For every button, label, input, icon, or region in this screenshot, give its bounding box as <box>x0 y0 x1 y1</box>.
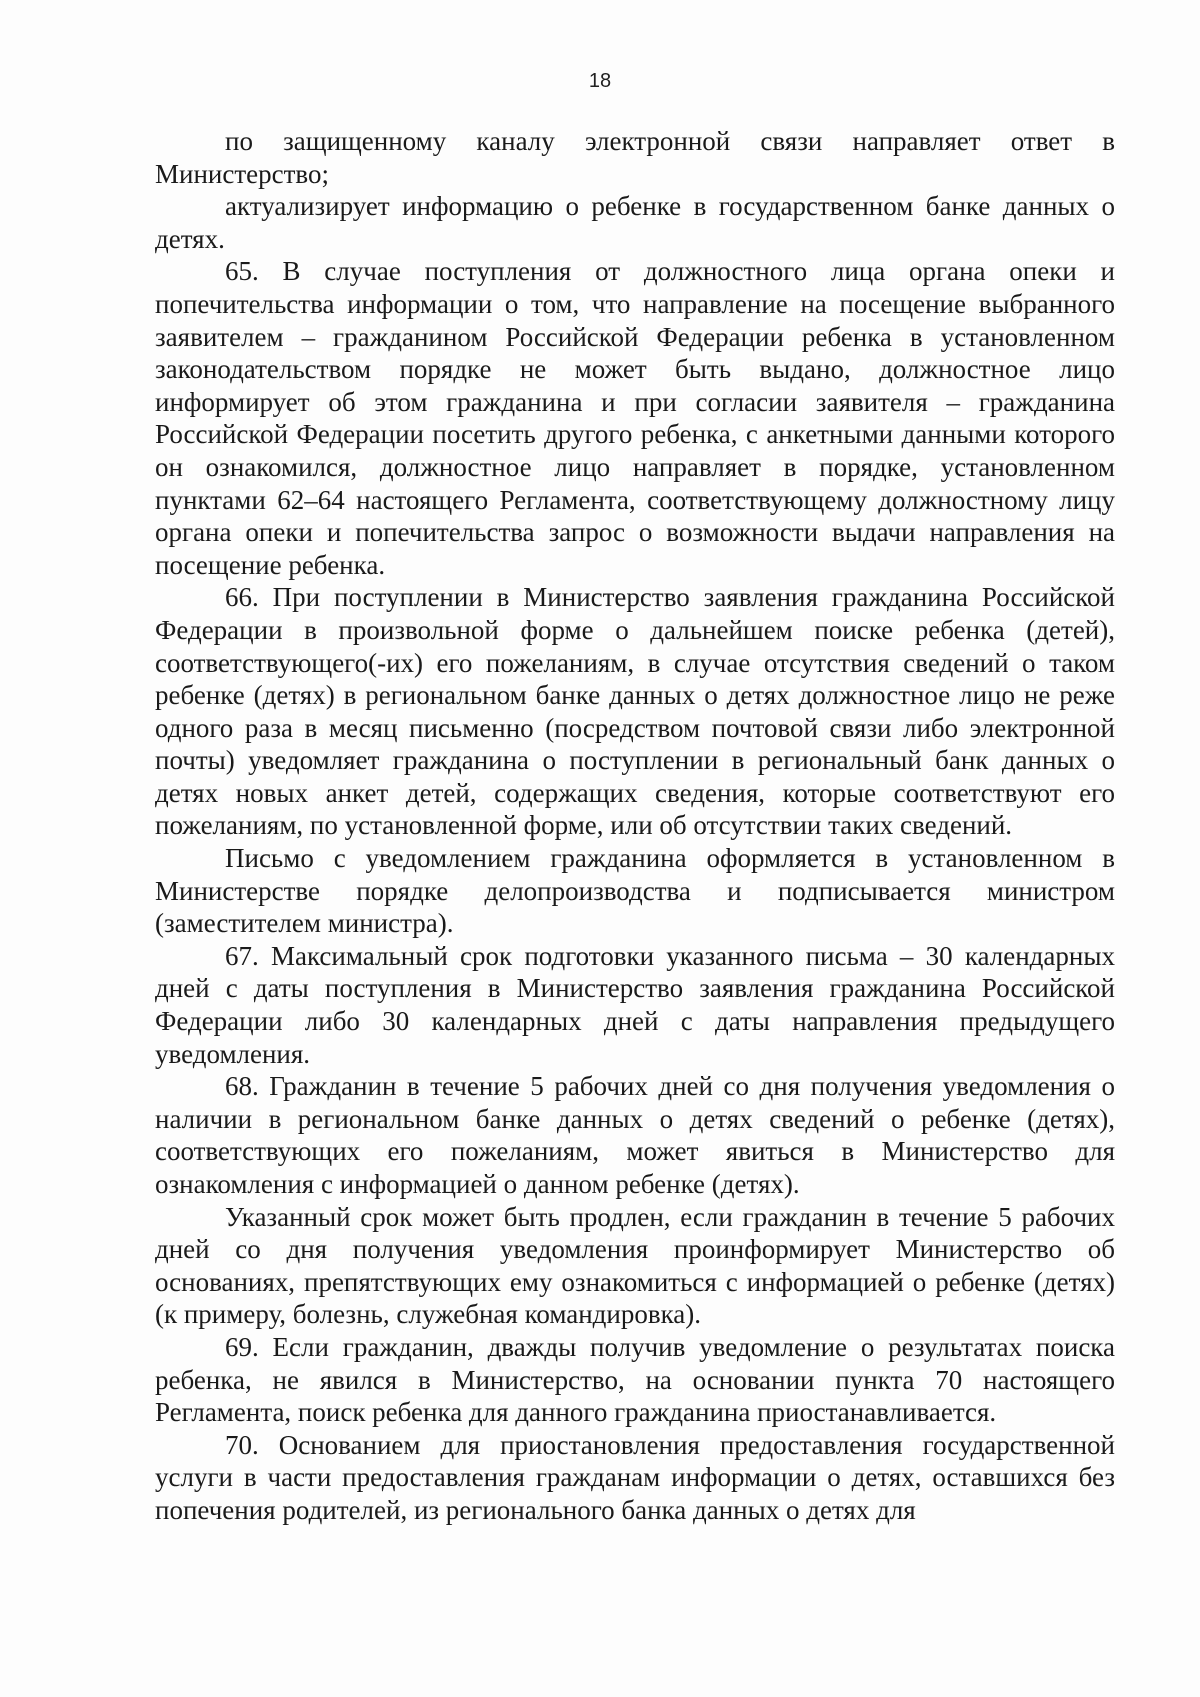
paragraph-70: 70. Основанием для приостановления предоставления государственной услуги в части предоставления гражданам информации о детях, оставшихся без попечения родителей, из регионального банка данных о детях для <box>155 1429 1115 1525</box>
paragraph: по защищенному каналу электронной связи направляет ответ в Министерство; <box>155 126 1115 189</box>
paragraph-65: 65. В случае поступления от должностного лица органа опеки и попечительства информации о том, что направление на посещение выбранного заявителем – гражданином Российской Федерации ребенка в установленном законодательством порядке не может быть выдано, должностное лицо информирует об этом гражданина и при согласии заявителя – гражданина Российской Федерации посетить другого ребенка, с анкетными данными которого он ознакомился, должностное лицо направляет в порядке, установленном пунктами 62–64 настоящего Регламента, соответствующему должностному лицу органа опеки и попечительства запрос о возможности выдачи направления на посещение ребенка. <box>155 256 1115 580</box>
paragraph: Письмо с уведомлением гражданина оформляется в установленном в Министерстве порядке делопроизводства и подписывается министром (заместителем министра). <box>155 843 1115 939</box>
page-number: 18 <box>588 70 612 92</box>
paragraph-67: 67. Максимальный срок подготовки указанного письма – 30 календарных дней с даты поступления в Министерство заявления гражданина Российской Федерации либо 30 календарных дней с даты направления предыдущего уведомления. <box>155 940 1115 1069</box>
paragraph: актуализирует информацию о ребенке в государственном банке данных о детях. <box>155 191 1115 254</box>
paragraph-68: 68. Гражданин в течение 5 рабочих дней со дня получения уведомления о наличии в региональном банке данных о детях сведений о ребенке (детях), соответствующих его пожеланиям, может явиться в Министерство для ознакомления с информацией о данном ребенке (детях). <box>155 1071 1115 1199</box>
paragraph: Указанный срок может быть продлен, если гражданин в течение 5 рабочих дней со дня получения уведомления проинформирует Министерство об основаниях, препятствующих ему ознакомиться с информацией о ребенке (детях) (к примеру, болезнь, служебная командировка). <box>155 1201 1115 1330</box>
paragraph-69: 69. Если гражданин, дважды получив уведомление о результатах поиска ребенка, не явился в Министерство, на основании пункта 70 настоящего Регламента, поиск ребенка для данного гражданина приостанавливается. <box>155 1331 1115 1428</box>
paragraph-66: 66. При поступлении в Министерство заявления гражданина Российской Федерации в произвольной форме о дальнейшем поиске ребенка (детей), соответствующего(-их) его пожеланиям, в случае отсутствия сведений о таком ребенке (детях) в региональном банке данных о детях должностное лицо не реже одного раза в месяц письменно (посредством почтовой связи либо электронной почты) уведомляет гражданина о поступлении в региональный банк данных о детях новых анкет детей, содержащих сведения, которые соответствуют его пожеланиям, по установленной форме, или об отсутствии таких сведений. <box>155 582 1115 841</box>
document-body <box>155 125 1115 1527</box>
